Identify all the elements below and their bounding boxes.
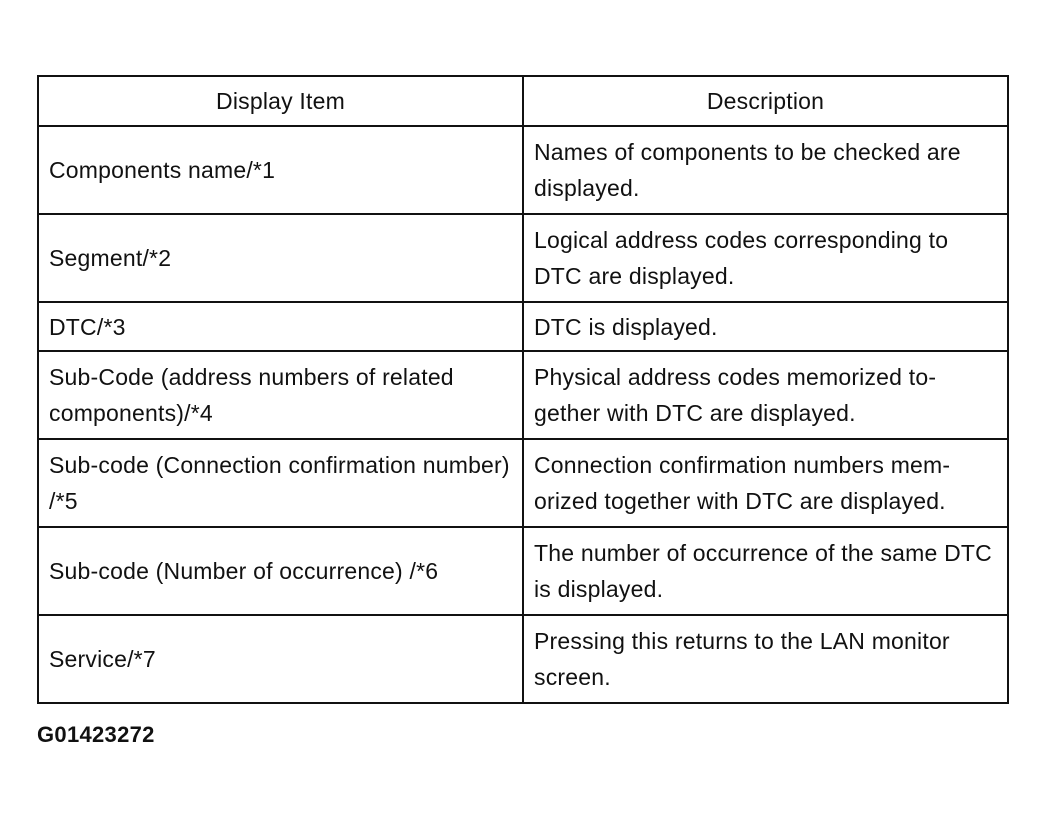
display-item-cell: DTC/*3 xyxy=(38,302,523,351)
description-cell: Physical address codes memorized to-gether with DTC are displayed. xyxy=(523,351,1008,439)
table-row xyxy=(38,214,1008,302)
figure-id: G01423272 xyxy=(37,722,155,747)
description-cell: Pressing this returns to the LAN monitor screen. xyxy=(523,615,1008,703)
table-row xyxy=(38,439,1008,527)
table-row xyxy=(38,527,1008,615)
description-cell: Connection confirmation numbers mem-orized together with DTC are displayed. xyxy=(523,439,1008,527)
display-item-cell: Components name/*1 xyxy=(38,126,523,214)
description-cell: Logical address codes corresponding to DTC are displayed. xyxy=(523,214,1008,302)
table-header-row xyxy=(38,76,1008,126)
table-row xyxy=(38,351,1008,439)
table-row xyxy=(38,302,1008,351)
display-item-cell: Service/*7 xyxy=(38,615,523,703)
display-item-cell: Sub-code (Connection confirmation number) /*5 xyxy=(38,439,523,527)
display-item-table xyxy=(37,75,1009,704)
description-cell: The number of occurrence of the same DTC is displayed. xyxy=(523,527,1008,615)
column-header-display-item: Display Item xyxy=(38,76,523,126)
table-row xyxy=(38,126,1008,214)
display-item-cell: Segment/*2 xyxy=(38,214,523,302)
display-item-cell: Sub-code (Number of occurrence) /*6 xyxy=(38,527,523,615)
description-cell: Names of components to be checked are displayed. xyxy=(523,126,1008,214)
column-header-description: Description xyxy=(523,76,1008,126)
table-row xyxy=(38,615,1008,703)
display-item-cell: Sub-Code (address numbers of related components)/*4 xyxy=(38,351,523,439)
description-cell: DTC is displayed. xyxy=(523,302,1008,351)
